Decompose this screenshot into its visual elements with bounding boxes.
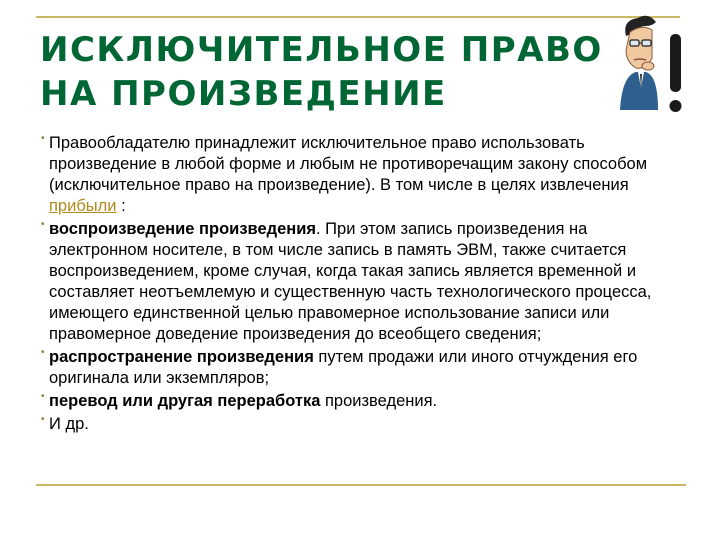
- title-line-1: ИСКЛЮЧИТЕЛЬНОЕ ПРАВО: [40, 30, 603, 70]
- paragraph-text: . При этом запись произведения на электронном носителе, в том числе запись в память ЭВМ, также считается воспроизведением, кроме случая, когда такая запись является временной и составляет неотъемлемую и существенную часть технологического процесса, имеющего единственной целью правомерное использование записи или правомерное доведение произведения до всеобщего сведения;: [49, 220, 652, 343]
- list-item: [40, 414, 680, 435]
- paragraph-text: И др.: [49, 415, 89, 433]
- bullet-icon: •: [41, 347, 45, 358]
- term-bold: распространение произведения: [49, 348, 314, 366]
- thinking-man-exclamation-icon: [612, 14, 694, 114]
- term-bold: воспроизведение произведения: [49, 220, 317, 238]
- paragraph-text: путем продажи или иного отчуждения его оригинала или экземпляров;: [49, 348, 638, 387]
- slide-title: [40, 28, 610, 116]
- slide-body: [40, 133, 680, 437]
- term-bold: перевод или другая переработка: [49, 392, 321, 410]
- top-divider: [36, 16, 680, 18]
- bullet-icon: •: [41, 391, 45, 402]
- paragraph-text: произведения.: [320, 392, 438, 410]
- bullet-icon: •: [41, 133, 45, 144]
- paragraph-text: :: [116, 197, 126, 215]
- list-item: [40, 391, 680, 412]
- bullet-icon: •: [41, 219, 45, 230]
- list-item: [40, 347, 680, 389]
- profit-link[interactable]: прибыли: [49, 197, 117, 215]
- title-line-2: НА ПРОИЗВЕДЕНИЕ: [40, 74, 447, 114]
- bottom-divider: [36, 484, 686, 486]
- list-item: [40, 219, 680, 345]
- bullet-icon: •: [41, 414, 45, 425]
- paragraph-text: Правообладателю принадлежит исключительное право использовать произведение в любой форме и любым не противоречащим закону способом (исключительное право на произведение). В том числе в целях извлечения: [49, 134, 648, 194]
- list-item: [40, 133, 680, 217]
